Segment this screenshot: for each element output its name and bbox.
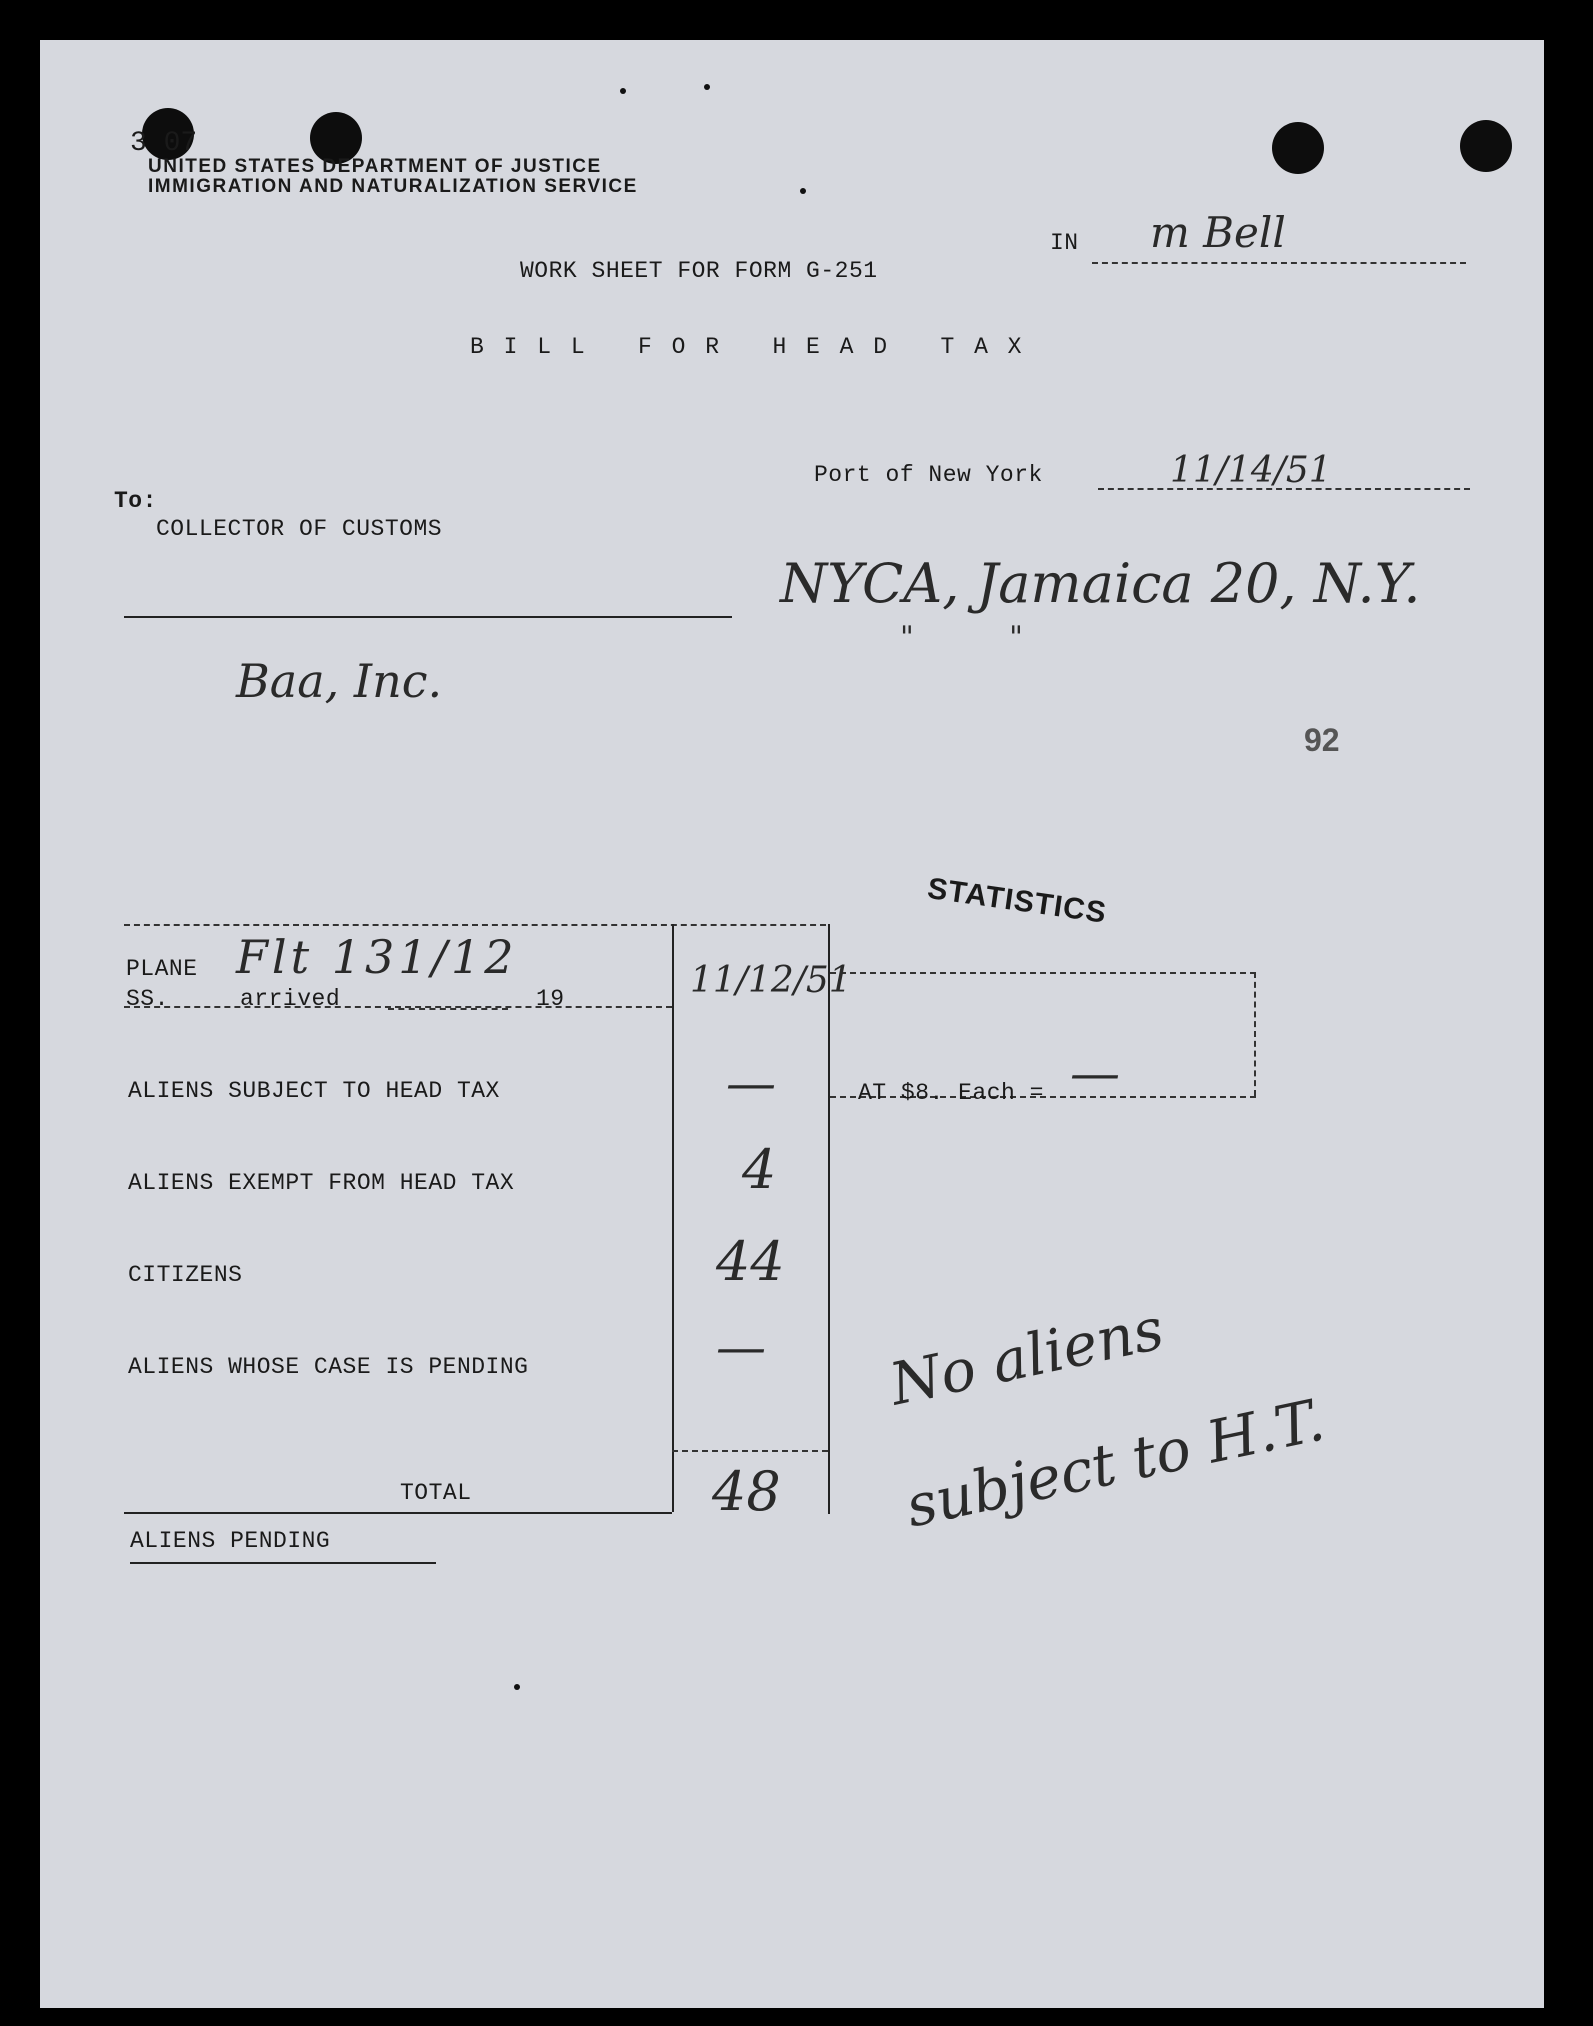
total-value: 48 — [712, 1460, 781, 1523]
aliens-pending-underline — [130, 1562, 436, 1564]
to-recipient: COLLECTOR OF CUSTOMS — [156, 516, 443, 542]
in-underline — [1092, 262, 1466, 264]
flight-number: Flt 131/12 — [236, 930, 518, 984]
port-label: Port of New York — [814, 462, 1043, 488]
total-top-line — [672, 1450, 828, 1452]
to-address: NYCA, Jamaica 20, N.Y. — [780, 552, 1421, 615]
row-value-pending: — — [716, 1318, 766, 1376]
port-date-underline — [1098, 488, 1470, 490]
rate-box-top — [830, 972, 1256, 974]
to-ditto: " " — [900, 620, 1023, 655]
row-value-citizens: 44 — [716, 1230, 785, 1293]
document-sheet — [40, 40, 1544, 2008]
speck — [514, 1684, 520, 1690]
form-title: WORK SHEET FOR FORM G-251 — [520, 258, 878, 284]
port-date: 11/14/51 — [1170, 450, 1332, 491]
row-value-exempt: 4 — [742, 1138, 777, 1201]
row-label-subject: ALIENS SUBJECT TO HEAD TAX — [128, 1078, 500, 1104]
arrived-blank — [388, 1008, 508, 1010]
row-value-subject: — — [726, 1054, 776, 1112]
carrier-name: Baa, Inc. — [236, 654, 443, 708]
aliens-pending-label: ALIENS PENDING — [130, 1528, 331, 1554]
to-label: To: — [114, 488, 157, 514]
plane-label: PLANE — [126, 956, 198, 982]
total-label: TOTAL — [400, 1480, 472, 1506]
speck — [800, 188, 806, 194]
table-divider-left — [672, 924, 674, 1512]
statistics-stamp: STATISTICS — [925, 872, 1109, 930]
note-line-1: No aliens — [884, 1294, 1170, 1419]
in-label: IN — [1050, 230, 1079, 256]
year-prefix: 19 — [536, 986, 565, 1012]
table-bottom-line — [124, 1512, 672, 1514]
in-value: m Bell — [1150, 208, 1286, 257]
form-number: 3 07 — [130, 128, 198, 159]
bill-title: B I L L F O R H E A D T A X — [470, 334, 1025, 360]
row-label-exempt: ALIENS EXEMPT FROM HEAD TAX — [128, 1170, 515, 1196]
punch-hole — [1460, 120, 1512, 172]
row-label-pending: ALIENS WHOSE CASE IS PENDING — [128, 1354, 529, 1380]
service-line: IMMIGRATION AND NATURALIZATION SERVICE — [148, 176, 638, 197]
rate-value: — — [1070, 1044, 1120, 1102]
table-top-line — [124, 924, 826, 926]
rate-text: AT $8. Each = — [858, 1080, 1044, 1106]
arrived-label: arrived — [240, 986, 341, 1012]
speck — [620, 88, 626, 94]
rate-box-right — [1254, 972, 1256, 1096]
table-divider-right — [828, 924, 830, 1514]
punch-hole — [1272, 122, 1324, 174]
arrival-date: 11/12/51 — [690, 960, 852, 1001]
department-line: UNITED STATES DEPARTMENT OF JUSTICE — [148, 156, 602, 177]
row-label-citizens: CITIZENS — [128, 1262, 243, 1288]
ss-label: SS. — [126, 986, 169, 1012]
page-number: 92 — [1304, 722, 1340, 758]
note-line-2: subject to H.T. — [900, 1385, 1330, 1541]
speck — [704, 84, 710, 90]
address-line — [124, 616, 732, 618]
